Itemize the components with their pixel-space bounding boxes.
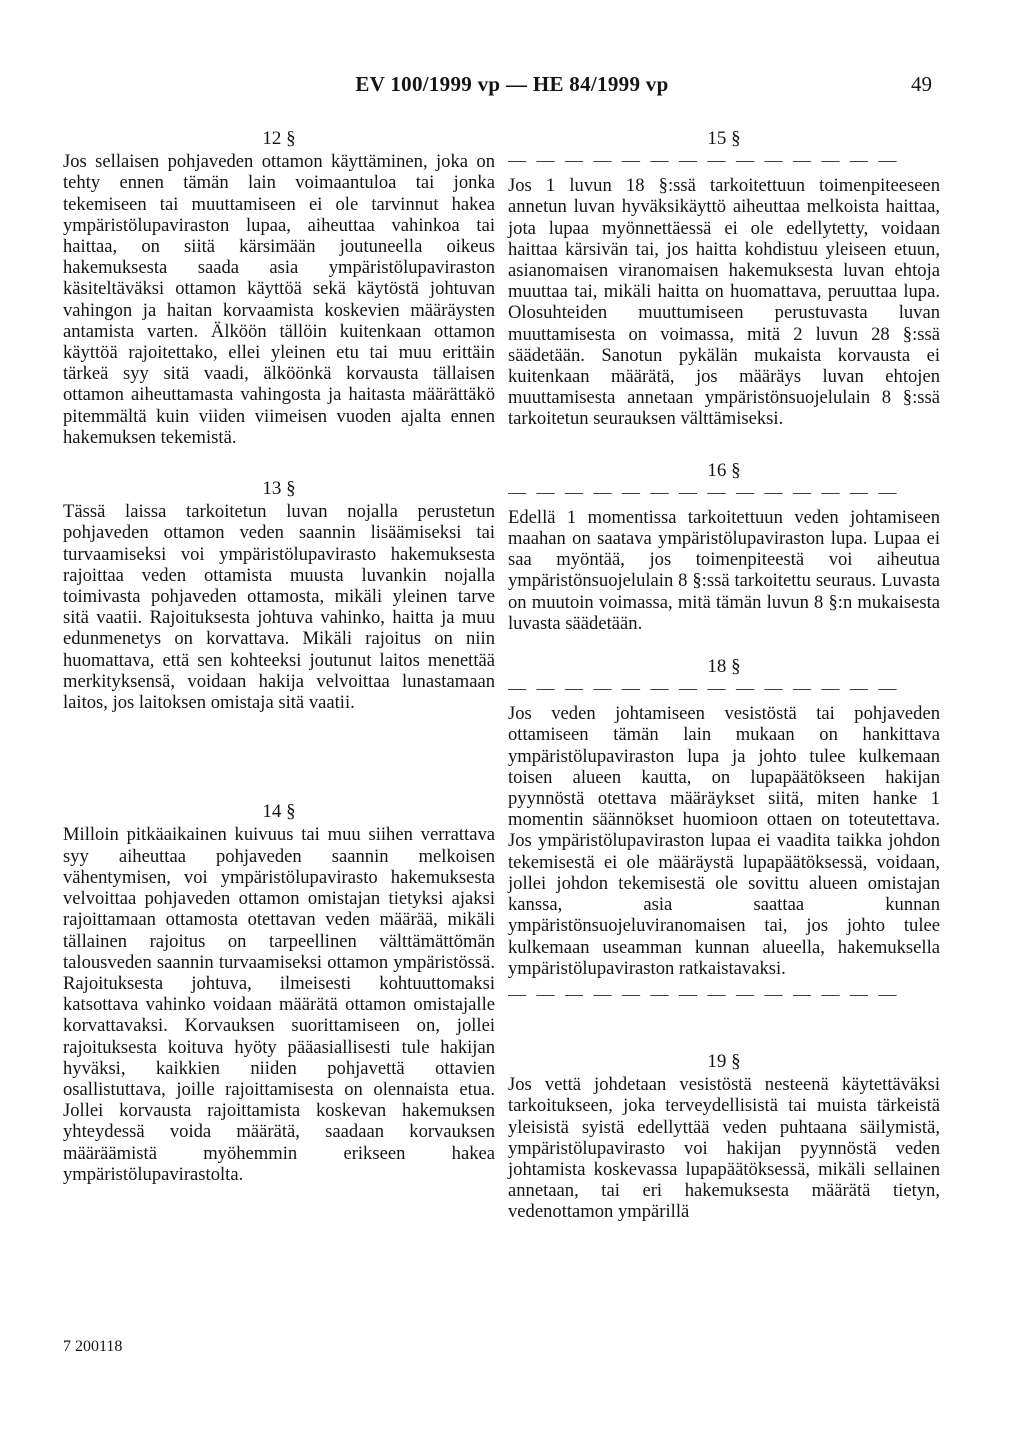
section-heading: 15 §	[707, 128, 741, 149]
omission-dashes: — — — — — — — — — — — — — —	[508, 482, 900, 501]
section-text: Jos sellaisen pohjaveden ottamon käyttäminen, joka on tehty ennen tämän lain voimaantuloa tai jonka tekemiseen tai muuttamiseen ei ole tarvinnut hakea ympäristölupaviraston lupaa, aiheuttaa vahinkoa tai haittaa, on siitä kärsimään joutuneella oikeus hakemuksesta saada asia ympäristölupaviraston käsiteltäväksi ottamon käyttöä sekä käytöstä johtuvan vahingon ja haitan korvaamista koskevien määräysten antamista varten. Älköön tällöin kuitenkaan ottamon käyttöä rajoitettako, ellei yleinen etu tai muu erittäin tärkeä syy sitä vaadi, älköönkä korvausta tällaisen ottamon aiheuttamasta vahingosta ja haitasta määrättäkö pitemmältä kuin viiden viimeisen vuoden ajalta ennen hakemuksen tekemistä.	[63, 151, 495, 448]
section-12	[63, 128, 495, 448]
running-head: EV 100/1999 vp — HE 84/1999 vp	[355, 72, 669, 96]
section-text: Edellä 1 momentissa tarkoitettuun veden johtamiseen maahan on saatava ympäristölupaviraston lupa. Lupaa ei saa myöntää, jos toimenpiteestä voi aiheutua ympäristönsuojelulain 8 §:ssä tarkoitettu seuraus. Luvasta on muutoin voimassa, mitä tämän luvun 8 §:n mukaisesta luvasta säädetään.	[508, 506, 940, 634]
section-14	[63, 801, 495, 1185]
omission-dashes: — — — — — — — — — — — — — —	[508, 151, 900, 170]
print-code: 7 200118	[63, 1338, 123, 1355]
section-heading: 13 §	[262, 478, 296, 500]
section-15	[508, 128, 940, 430]
section-text: Jos 1 luvun 18 §:ssä tarkoitettuun toimenpiteeseen annetun luvan hyväksikäyttö aiheuttaa melkoista haittaa, jota lupaa myönnettäessä ei ole edellytetty, voidaan haittaa kärsivän tai, jos haitta kohdistuu yleiseen etuun, asianomaisen viranomaisen hakemuksesta luvan ehtoja muuttaa tai, mikäli haitta on huomattava, peruuttaa lupa. Olosuhteiden muuttumiseen perustuvasta luvan muuttamisesta on voimassa, mitä 2 luvun 28 §:ssä säädetään. Sanotun pykälän mukaista korvausta ei kuitenkaan määrätä, jos määräys luvan ehtojen muuttamisesta annetaan ympäristönsuojelulain 8 §:ssä tarkoitetun seurauksen välttämiseksi.	[508, 175, 940, 430]
section-text: Jos vettä johdetaan vesistöstä nesteenä käytettäväksi tarkoitukseen, joka terveydellisistä tai muista tärkeistä yleisistä syistä edellyttää veden puhtaana säilymistä, ympäristölupavirasto voi hakijan pyynnöstä veden johtamista koskevassa lupapäätöksessä, mikäli sellainen annetaan, tai eri hakemuksesta määrätä tietyn, vedenottamon ympärillä	[508, 1074, 940, 1223]
page-header	[0, 72, 1024, 102]
left-column	[63, 128, 495, 1185]
page-number: 49	[911, 72, 932, 96]
section-text: Tässä laissa tarkoitetun luvan nojalla perustetun pohjaveden ottamon veden saannin lisäämiseksi tai turvaamiseksi voi ympäristölupavirasto hakemuksesta rajoittaa veden ottamista muusta luvankin nojalla toimivasta pohjaveden ottamosta, mikäli yleinen tarve sitä vaatii. Rajoituksesta johtuva vahinko, haitta ja muu edunmenetys on korvattava. Mikäli rajoitus on niin huomattava, että sen kohteeksi joutunut laitos menettää merkityksensä, voidaan hakija velvoittaa lunastamaan laitos, jos laitoksen omistaja sitä vaatii.	[63, 501, 495, 714]
omission-dashes: — — — — — — — — — — — — — —	[508, 984, 900, 1003]
omission-dashes: — — — — — — — — — — — — — —	[508, 679, 900, 698]
section-heading: 16 §	[707, 459, 741, 481]
section-16	[508, 460, 940, 634]
right-column	[508, 128, 940, 1223]
section-heading: 12 §	[262, 128, 296, 149]
section-heading: 18 §	[707, 656, 741, 678]
section-text: Jos veden johtamiseen vesistöstä tai pohjaveden ottamiseen tämän lain mukaan on hankittava ympäristölupaviraston lupa ja johto tulee kulkemaan toisen alueen kautta, on lupapäätökseen hakijan pyynnöstä otettava määräykset siitä, miten hanke 1 momentin säännökset huomioon ottaen on toteutettava. Jos ympäristölupaviraston lupaa ei vaadita taikka johdon tekemisestä ei ole määräystä lupapäätöksessä, voidaan, jollei johdon tekemisestä ole sovittu alueen omistajan kanssa, asia saattaa kunnan ympäristönsuojeluviranomaisen tai, jos johto tulee kulkemaan useamman kunnan alueella, hakemuksella ympäristölupaviraston ratkaistavaksi.	[508, 703, 940, 979]
section-19	[508, 1051, 940, 1223]
section-18	[508, 656, 940, 1003]
section-text: Milloin pitkäaikainen kuivuus tai muu siihen verrattava syy aiheuttaa pohjaveden saannin melkoisen vähentymisen, voi ympäristölupavirasto hakemuksesta velvoittaa pohjaveden ottamon omistajan tietyksi ajaksi rajoittamaan ottamosta otettavan veden määrää, mikäli tällainen rajoitus on tarpeellinen välttämättömän talousveden saannin turvaamiseksi ottamon ympäristössä. Rajoituksesta johtuva, ilmeisesti kohtuuttomaksi katsottava vahinko voidaan määrätä ottamon omistajalle korvattavaksi. Korvauksen suorittamiseen on, jollei rajoituksesta koituva hyöty pääasiallisesti tule hakijan hyväksi, kaikkien niiden pohjavettä ottavien osallistuttava, joille rajoittamisesta on olennaista etua. Jollei korvausta rajoittamista koskevan hakemuksen yhteydessä voida määrätä, saadaan korvauksen määräämistä myöhemmin erikseen hakea ympäristölupavirastolta.	[63, 824, 495, 1185]
section-heading: 14 §	[262, 801, 296, 823]
section-13	[63, 478, 495, 713]
section-heading: 19 §	[707, 1050, 741, 1072]
